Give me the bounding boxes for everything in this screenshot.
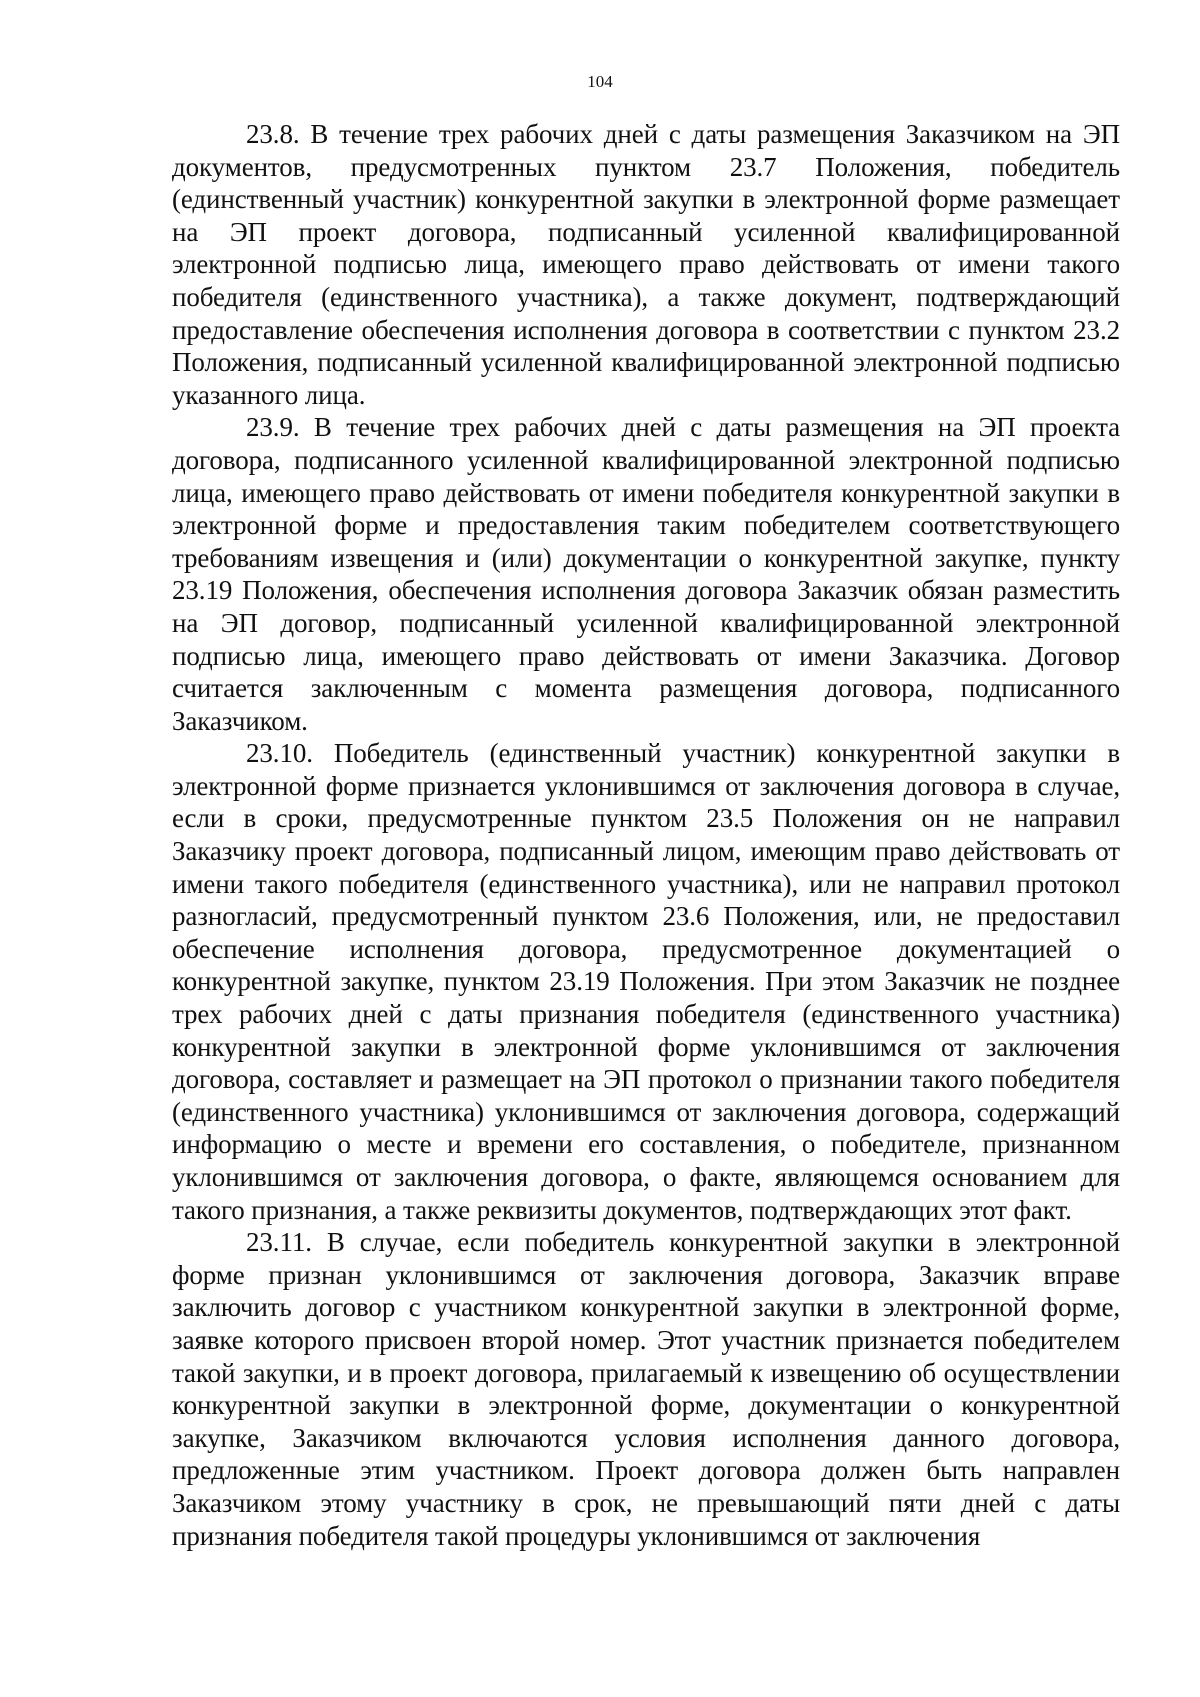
document-body — [172, 118, 1120, 1552]
paragraph-23-10: 23.10. Победитель (единственный участник) конкурентной закупки в электронной форме признается уклонившимся от заключения договора в случае, если в сроки, предусмотренные пунктом 23.5 Положения он не направил Заказчику проект договора, подписанный лицом, имеющим право действовать от имени такого победителя (единственного участника), или не направил протокол разногласий, предусмотренный пунктом 23.6 Положения, или, не предоставил обеспечение исполнения договора, предусмотренное документацией о конкурентной закупке, пунктом 23.19 Положения. При этом Заказчик не позднее трех рабочих дней с даты признания победителя (единственного участника) конкурентной закупки в электронной форме уклонившимся от заключения договора, составляет и размещает на ЭП протокол о признании такого победителя (единственного участника) уклонившимся от заключения договора, содержащий информацию о месте и времени его составления, о победителе, признанном уклонившимся от заключения договора, о факте, являющемся основанием для такого признания, а также реквизиты документов, подтверждающих этот факт. — [172, 738, 1120, 1225]
paragraph-23-11: 23.11. В случае, если победитель конкурентной закупки в электронной форме признан уклонившимся от заключения договора, Заказчик вправе заключить договор с участником конкурентной закупки в электронной форме, заявке которого присвоен второй номер. Этот участник признается победителем такой закупки, и в проект договора, прилагаемый к извещению об осуществлении конкурентной закупки в электронной форме, документации о конкурентной закупке, Заказчиком включаются условия исполнения данного договора, предложенные этим участником. Проект договора должен быть направлен Заказчиком этому участнику в срок, не превышающий пяти дней с даты признания победителя такой процедуры уклонившимся от заключения — [172, 1227, 1120, 1551]
paragraph-23-8: 23.8. В течение трех рабочих дней с даты размещения Заказчиком на ЭП документов, предусмотренных пунктом 23.7 Положения, победитель (единственный участник) конкурентной закупки в электронной форме размещает на ЭП проект договора, подписанный усиленной квалифицированной электронной подписью лица, имеющего право действовать от имени такого победителя (единственного участника), а также документ, подтверждающий предоставление обеспечения исполнения договора в соответствии с пунктом 23.2 Положения, подписанный усиленной квалифицированной электронной подписью указанного лица. — [172, 119, 1120, 410]
paragraph-23-9: 23.9. В течение трех рабочих дней с даты размещения на ЭП проекта договора, подписанного усиленной квалифицированной электронной подписью лица, имеющего право действовать от имени победителя конкурентной закупки в электронной форме и предоставления таким победителем соответствующего требованиям извещения и (или) документации о конкурентной закупке, пункту 23.19 Положения, обеспечения исполнения договора Заказчик обязан разместить на ЭП договор, подписанный усиленной квалифицированной электронной подписью лица, имеющего право действовать от имени Заказчика. Договор считается заключенным с момента размещения договора, подписанного Заказчиком. — [172, 412, 1120, 736]
page-number: 104 — [587, 72, 613, 91]
